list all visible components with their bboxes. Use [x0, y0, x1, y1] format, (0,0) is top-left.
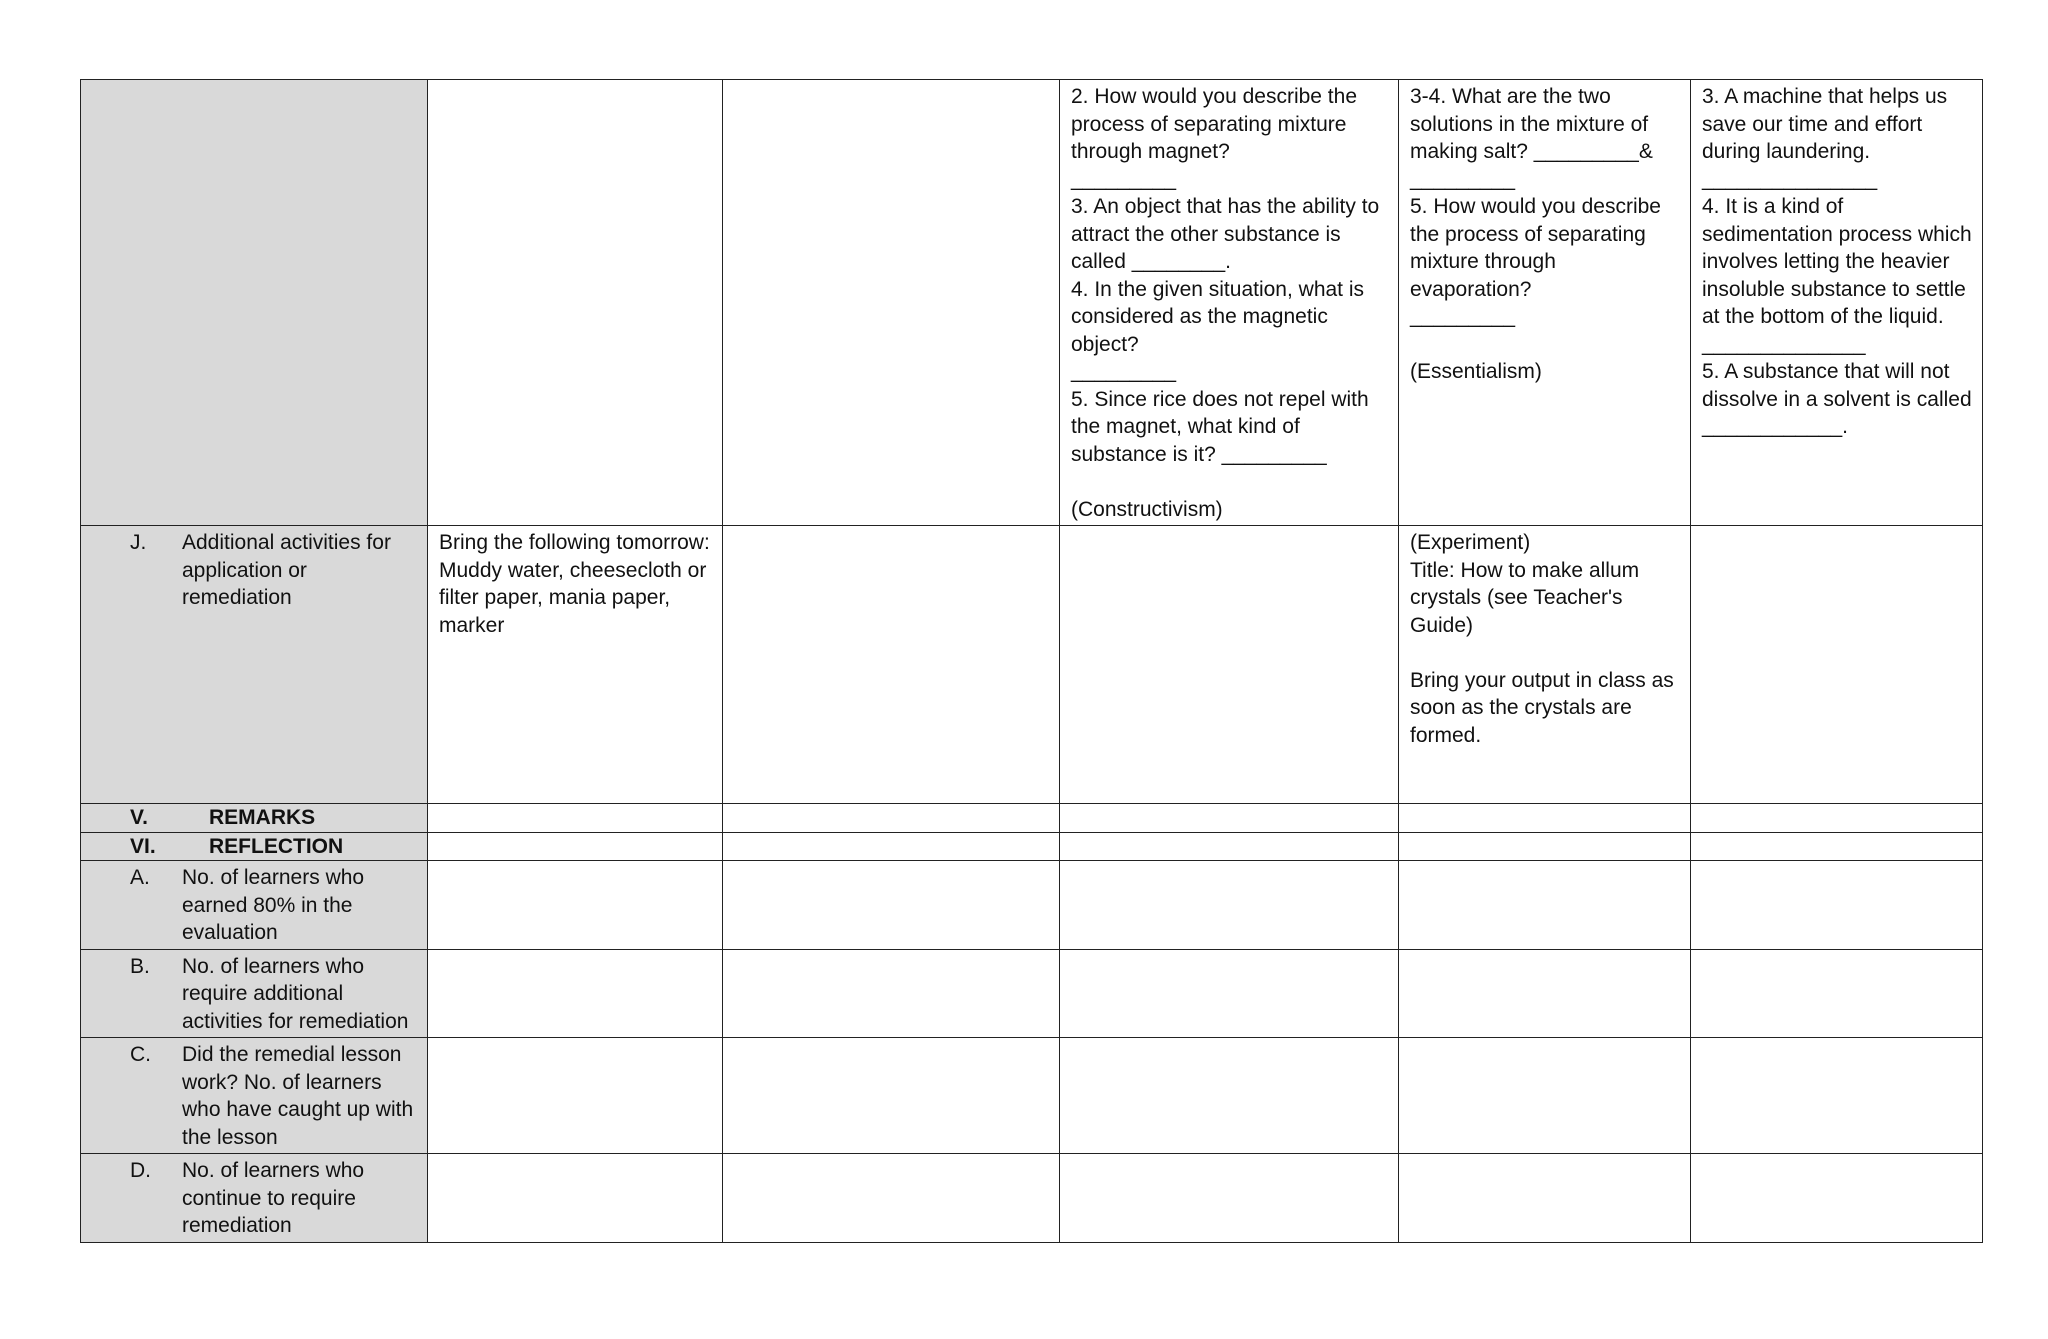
monday-cell: [428, 1038, 723, 1154]
tuesday-cell: [723, 949, 1060, 1038]
friday-cell: [1691, 861, 1983, 950]
row-label-cell: [81, 861, 428, 950]
friday-cell: [1691, 80, 1983, 526]
row-label-cell: [81, 80, 428, 526]
item-letter: J.: [130, 531, 147, 554]
row-label-cell: [81, 804, 428, 833]
wednesday-cell: [1060, 526, 1399, 804]
thursday-cell: [1399, 949, 1691, 1038]
reflection-item-row: [81, 1154, 1983, 1243]
item-letter: D.: [130, 1159, 151, 1182]
tuesday-cell: [723, 1038, 1060, 1154]
monday-cell: [428, 949, 723, 1038]
lesson-log-table: [80, 79, 1983, 1243]
evaluation-questions-row: [81, 80, 1983, 526]
tuesday-cell: [723, 832, 1060, 861]
thursday-cell: [1399, 804, 1691, 833]
thursday-cell: [1399, 1038, 1691, 1154]
section-number: V.: [130, 806, 148, 829]
item-letter: C.: [130, 1043, 151, 1066]
thursday-activity: (Experiment) Title: How to make allum crystals (see Teacher's Guide) Bring your output in class as soon as the crystals are formed.: [1410, 531, 1674, 747]
row-label-cell: [81, 526, 428, 804]
tuesday-cell: [723, 526, 1060, 804]
additional-activities-row: [81, 526, 1983, 804]
monday-cell: [428, 804, 723, 833]
monday-cell: [428, 80, 723, 526]
item-label: Did the remedial lesson work? No. of learners who have caught up with the lesson: [182, 1043, 414, 1149]
row-label-cell: [81, 832, 428, 861]
thursday-cell: [1399, 861, 1691, 950]
item-label: Additional activities for application or remediation: [182, 531, 391, 609]
friday-cell: [1691, 1038, 1983, 1154]
tuesday-cell: [723, 804, 1060, 833]
tuesday-cell: [723, 861, 1060, 950]
wednesday-cell: [1060, 832, 1399, 861]
friday-questions: 3. A machine that helps us save our time and effort during laundering. _______________ 4. It is a kind of sedimentation process which involves letting the heavier insoluble substance to settle at the bottom of the liquid. ______________ 5. A substance that will not dissolve in a solvent is called ____________.: [1702, 85, 1972, 438]
row-label-cell: [81, 1154, 428, 1243]
row-label-cell: [81, 949, 428, 1038]
reflection-item-row: [81, 949, 1983, 1038]
item-letter: A.: [130, 866, 150, 889]
wednesday-cell: [1060, 949, 1399, 1038]
monday-cell: [428, 1154, 723, 1243]
item-letter: B.: [130, 954, 150, 978]
item-label: No. of learners who require additional activities for remediation: [182, 954, 409, 1033]
item-label: No. of learners who earned 80% in the evaluation: [182, 866, 365, 944]
friday-cell: [1691, 526, 1983, 804]
thursday-cell: [1399, 526, 1691, 804]
row-label-cell: [81, 1038, 428, 1154]
thursday-cell: [1399, 1154, 1691, 1243]
friday-cell: [1691, 949, 1983, 1038]
friday-cell: [1691, 1154, 1983, 1243]
reflection-item-row: [81, 861, 1983, 950]
wednesday-cell: [1060, 861, 1399, 950]
wednesday-cell: [1060, 80, 1399, 526]
tuesday-cell: [723, 80, 1060, 526]
section-title: REFLECTION: [209, 834, 344, 858]
wednesday-cell: [1060, 1038, 1399, 1154]
section-number: VI.: [130, 834, 156, 858]
reflection-row: [81, 832, 1983, 861]
thursday-cell: [1399, 80, 1691, 526]
monday-cell: [428, 832, 723, 861]
monday-cell: [428, 526, 723, 804]
wednesday-questions: 2. How would you describe the process of separating mixture through magnet? _________ 3. An object that has the ability to attract the other substance is called ________. 4. In the given situation, what is considered as the magnetic object? _________ 5. Since rice does not repel with the magnet, what kind of substance is it? _________ (Constructivism): [1071, 85, 1380, 521]
monday-activity: Bring the following tomorrow: Muddy water, cheesecloth or filter paper, mania paper, marker: [439, 531, 716, 637]
section-title: REMARKS: [209, 806, 316, 829]
friday-cell: [1691, 832, 1983, 861]
friday-cell: [1691, 804, 1983, 833]
wednesday-cell: [1060, 1154, 1399, 1243]
thursday-cell: [1399, 832, 1691, 861]
tuesday-cell: [723, 1154, 1060, 1243]
reflection-item-row: [81, 1038, 1983, 1154]
monday-cell: [428, 861, 723, 950]
remarks-row: [81, 804, 1983, 833]
thursday-questions: 3-4. What are the two solutions in the mixture of making salt? _________& _________ 5. How would you describe the process of separating mixture through evaporation? _________ (Essentialism): [1410, 85, 1661, 383]
item-label: No. of learners who continue to require remediation: [182, 1159, 365, 1237]
wednesday-cell: [1060, 804, 1399, 833]
